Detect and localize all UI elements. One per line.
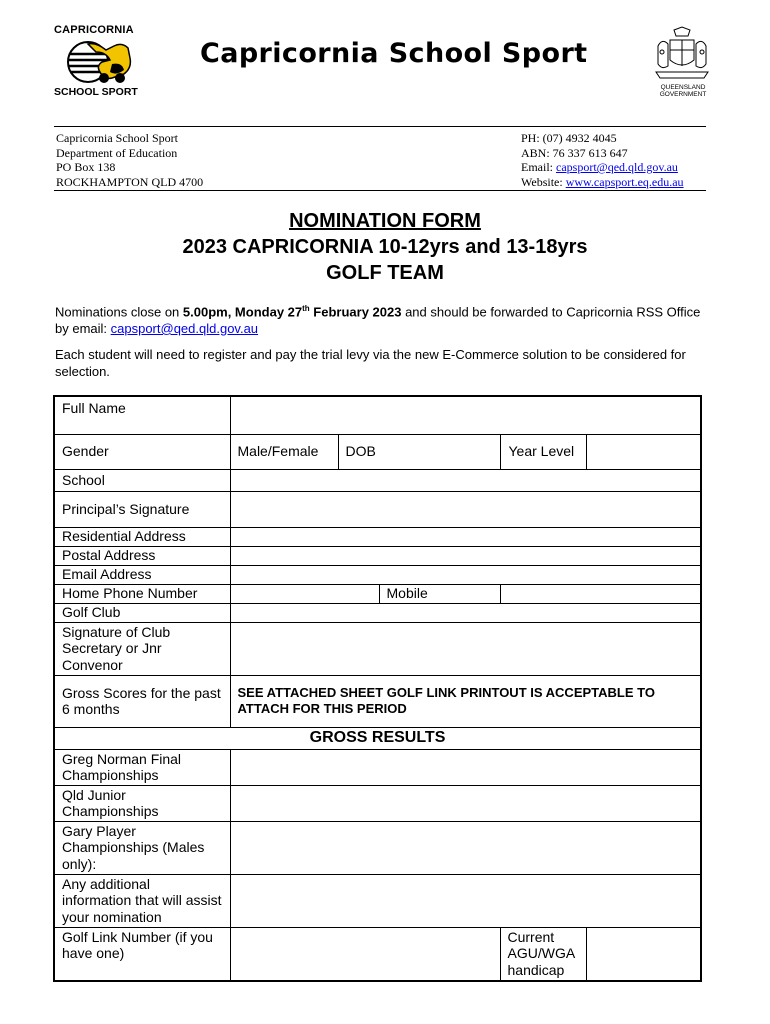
form-title-line3: GOLF TEAM (326, 262, 444, 284)
qld-junior-label: Qld Junior Championships (54, 785, 230, 821)
email-line (521, 160, 684, 175)
golf-link-label: Golf Link Number (if you have one) (54, 927, 230, 981)
residential-address-field[interactable] (230, 527, 701, 546)
header-rule (54, 126, 706, 127)
email-address-field[interactable] (230, 565, 701, 584)
gross-results-heading: GROSS RESULTS (54, 727, 701, 749)
deadline-text: 5.00pm, Monday 27 (182, 304, 303, 320)
contact-details-block (521, 131, 684, 189)
gary-player-field[interactable] (230, 821, 701, 874)
nomination-table (53, 395, 702, 982)
deadline-month: February 2023 (309, 304, 402, 320)
home-phone-field[interactable] (230, 584, 379, 603)
form-title (0, 208, 770, 286)
form-title-line1: NOMINATION FORM (289, 210, 481, 232)
form-title-line2: 2023 CAPRICORNIA 10-12yrs and 13-18yrs (182, 236, 588, 258)
website-label: Website: (521, 174, 566, 189)
gender-label: Gender (54, 434, 230, 469)
full-name-label: Full Name (54, 396, 230, 434)
email-label: Email: (521, 160, 556, 174)
logo-bottom-text: SCHOOL SPORT (54, 86, 138, 98)
golf-link-field[interactable] (230, 927, 500, 981)
logo-emblem-icon (66, 38, 146, 86)
email-link[interactable]: capsport@qed.qld.gov.au (556, 160, 678, 174)
address-line: Department of Education (56, 145, 178, 160)
handicap-field[interactable] (586, 927, 701, 981)
nomination-instructions (55, 301, 705, 337)
greg-norman-label: Greg Norman Final Championships (54, 749, 230, 785)
full-name-field[interactable] (230, 396, 701, 434)
contact-rule (54, 190, 706, 191)
handicap-label: Current AGU/WGA handicap (500, 927, 586, 981)
queensland-government-crest (652, 26, 712, 100)
crest-icon (652, 26, 712, 84)
golf-club-field[interactable] (230, 603, 701, 622)
year-level-label: Year Level (500, 434, 586, 469)
capricornia-logo (54, 24, 154, 100)
attached-sheet-note: SEE ATTACHED SHEET GOLF LINK PRINTOUT IS ACCEPTABLE TO ATTACH FOR THIS PERIOD (230, 675, 701, 727)
address-line: ROCKHAMPTON QLD 4700 (56, 174, 204, 189)
intro-email-link[interactable]: capsport@qed.qld.gov.au (110, 320, 259, 336)
levy-instructions: Each student will need to register and pay the trial levy via the new E-Commerce solution to be considered for selection. (55, 347, 686, 379)
intro-text-2: and should be forwarded to Capricornia RSS Office by email: (55, 304, 701, 336)
additional-info-label: Any additional information that will assist your nomination (54, 874, 230, 927)
intro-text: Nominations close on (55, 304, 183, 320)
golf-club-label: Golf Club (54, 603, 230, 622)
postal-address-label: Postal Address (54, 546, 230, 565)
page-title: Capricornia School Sport (200, 38, 588, 69)
school-label: School (54, 469, 230, 491)
crest-text-2: GOVERNMENT (659, 91, 707, 98)
dob-field[interactable]: DOB (338, 434, 500, 469)
year-level-field[interactable] (586, 434, 701, 469)
postal-address-block (56, 131, 203, 189)
school-field[interactable] (230, 469, 701, 491)
deadline-suffix: th (302, 304, 310, 313)
gary-player-label: Gary Player Championships (Males only): (54, 821, 230, 874)
phone-line: PH: (07) 4932 4045 (521, 131, 617, 145)
email-address-label: Email Address (54, 565, 230, 584)
gender-field[interactable]: Male/Female (230, 434, 338, 469)
website-link[interactable]: www.capsport.eq.edu.au (565, 174, 684, 189)
club-signature-field[interactable] (230, 622, 701, 675)
abn-line: ABN: 76 337 613 647 (521, 145, 628, 160)
home-phone-label: Home Phone Number (54, 584, 230, 603)
address-line: PO Box 138 (56, 160, 116, 174)
logo-top-text: CAPRICORNIA (54, 24, 134, 36)
mobile-field[interactable] (500, 584, 701, 603)
club-signature-label: Signature of Club Secretary or Jnr Convenor (54, 622, 230, 675)
postal-address-field[interactable] (230, 546, 701, 565)
additional-info-field[interactable] (230, 874, 701, 927)
mobile-label: Mobile (379, 584, 500, 603)
residential-address-label: Residential Address (54, 527, 230, 546)
principal-signature-field[interactable] (230, 491, 701, 527)
gross-scores-label: Gross Scores for the past 6 months (54, 675, 230, 727)
crest-text-1: QUEENSLAND (660, 84, 706, 91)
greg-norman-field[interactable] (230, 749, 701, 785)
principal-signature-label: Principal’s Signature (54, 491, 230, 527)
website-line (521, 175, 684, 190)
qld-junior-field[interactable] (230, 785, 701, 821)
address-line: Capricornia School Sport (56, 131, 178, 145)
